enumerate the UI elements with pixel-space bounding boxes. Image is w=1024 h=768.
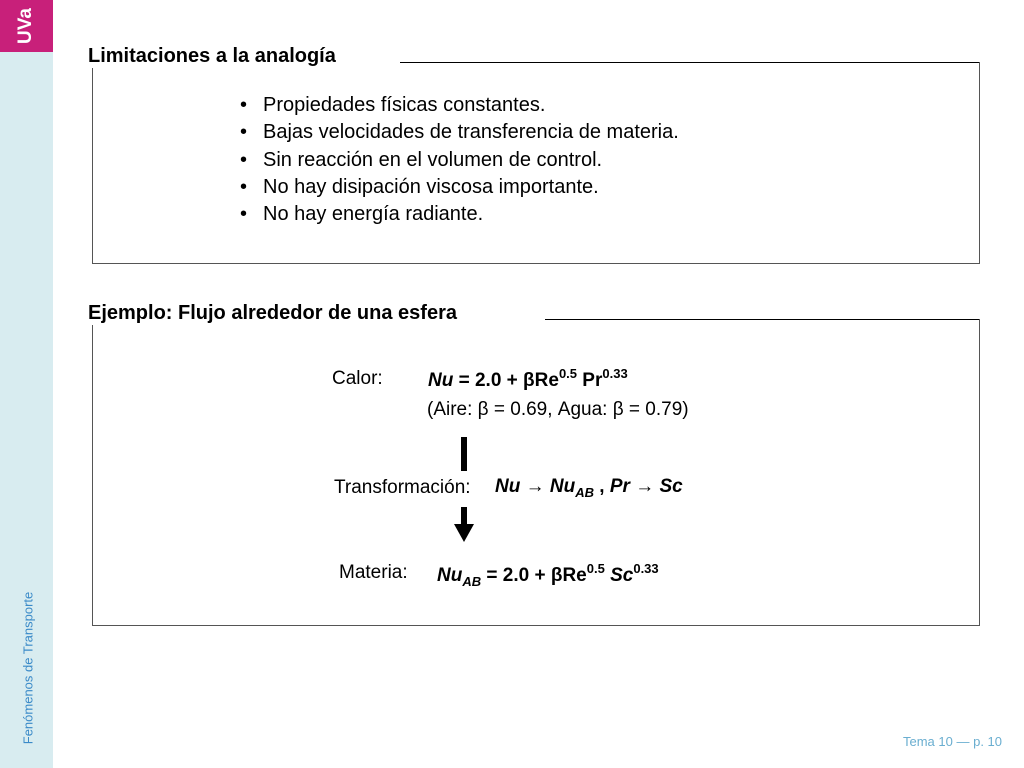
nu-symbol: Nu — [428, 370, 454, 391]
course-title: Fenómenos de Transporte — [20, 591, 36, 745]
uva-logo — [0, 0, 53, 52]
nu-ab-symbol: Nu — [549, 476, 576, 497]
section1-title: Limitaciones a la analogía — [88, 45, 340, 68]
list-item: • Bajas velocidades de transferencia de materia. — [240, 119, 679, 146]
mass-label: Materia: — [339, 562, 408, 583]
down-arrow-shaft — [461, 437, 467, 471]
sidebar — [0, 0, 53, 768]
sc-exponent: 0.33 — [633, 561, 659, 576]
list-item: • No hay disipación viscosa importante. — [240, 174, 679, 201]
sc-symbol: Sc — [604, 565, 634, 586]
transform-label: Transformación: — [334, 477, 471, 498]
logo-text: UVa — [15, 8, 36, 44]
down-arrow-icon — [454, 524, 474, 542]
pr-symbol: Pr — [577, 370, 603, 391]
nu-symbol: Nu — [495, 476, 521, 497]
separator: , — [594, 476, 610, 497]
nu-symbol: Nu — [437, 565, 463, 586]
limitations-list — [240, 92, 679, 228]
sc-symbol: Sc — [659, 476, 683, 497]
arrow-symbol: → — [520, 476, 550, 497]
eq-part: = 2.0 + β — [453, 370, 535, 391]
pr-symbol: Pr — [609, 476, 630, 497]
mass-equation — [437, 561, 659, 589]
ab-subscript: AB — [462, 574, 482, 589]
transform-equation — [495, 476, 683, 500]
down-arrow-shaft — [461, 507, 467, 525]
beta-note: (Aire: β = 0.69, Agua: β = 0.79) — [427, 399, 689, 420]
page-footer: Tema 10 — p. 10 — [903, 734, 1002, 749]
list-item: • Sin reacción en el volumen de control. — [240, 147, 679, 174]
ab-subscript: AB — [575, 485, 594, 500]
section2-title: Ejemplo: Flujo alrededor de una esfera — [88, 302, 461, 325]
re-exponent: 0.5 — [586, 561, 605, 576]
list-item: • Propiedades físicas constantes. — [240, 92, 679, 119]
pr-exponent: 0.33 — [602, 366, 628, 381]
eq-part: = 2.0 + β — [481, 565, 563, 586]
re-exponent: 0.5 — [558, 366, 578, 381]
heat-equation — [428, 366, 628, 392]
re-symbol: Re — [562, 565, 587, 586]
heat-label: Calor: — [332, 368, 383, 389]
re-symbol: Re — [534, 370, 559, 391]
arrow-symbol: → — [629, 476, 660, 497]
list-item: • No hay energía radiante. — [240, 201, 679, 228]
